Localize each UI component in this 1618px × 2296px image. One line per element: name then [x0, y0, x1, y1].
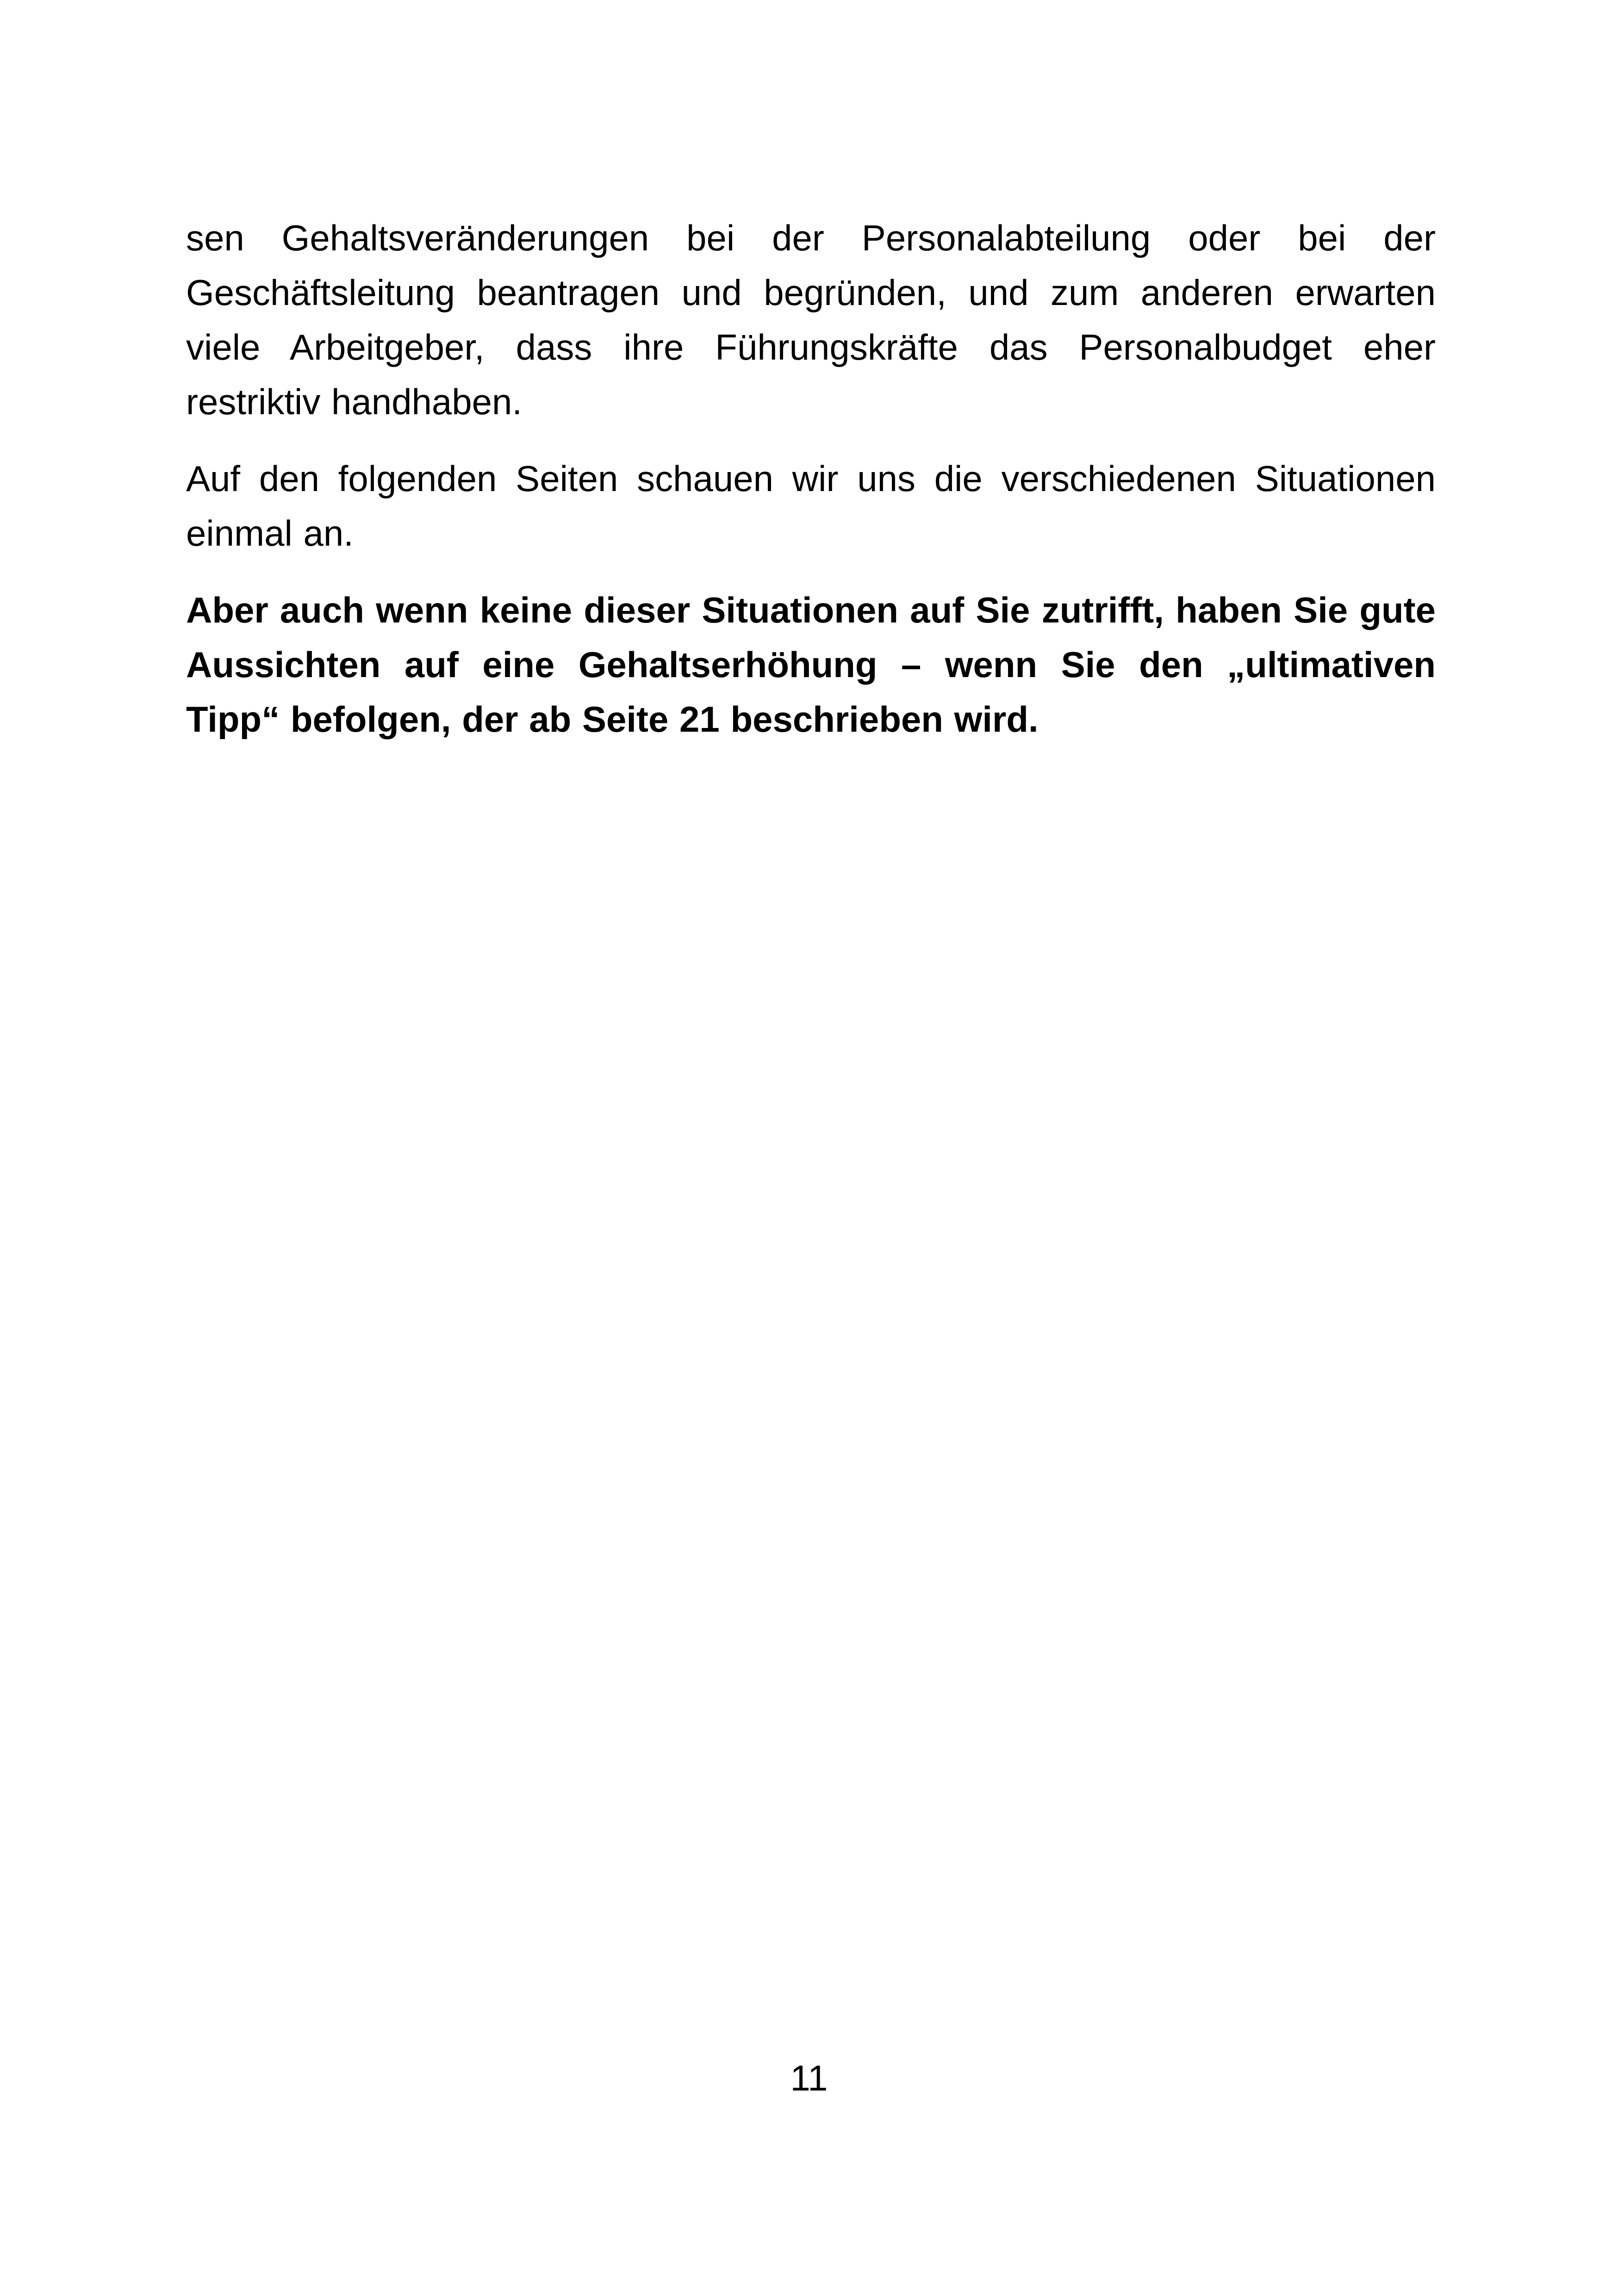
body-text: [186, 211, 1436, 747]
paragraph-following-pages: Auf den folgenden Seiten schauen wir uns die verschiedenen Situationen einmal an.: [186, 458, 1436, 554]
page-number: 11: [790, 2058, 828, 2098]
paragraph-ultimate-tip: Aber auch wenn keine dieser Situationen auf Sie zutrifft, haben Sie gute Aussichten auf eine Gehaltserhöhung – wenn Sie den „ultimativen Tipp“ befolgen, der ab Seite 21 beschrieben wird.: [186, 590, 1436, 740]
paragraph-salary-changes: sen Gehaltsveränderungen bei der Personalabteilung oder bei der Geschäftsleitung beantragen und begründen, und zum anderen erwarten viele Arbeitgeber, dass ihre Führungskräfte das Personalbudget eher restriktiv handhaben.: [186, 218, 1436, 422]
